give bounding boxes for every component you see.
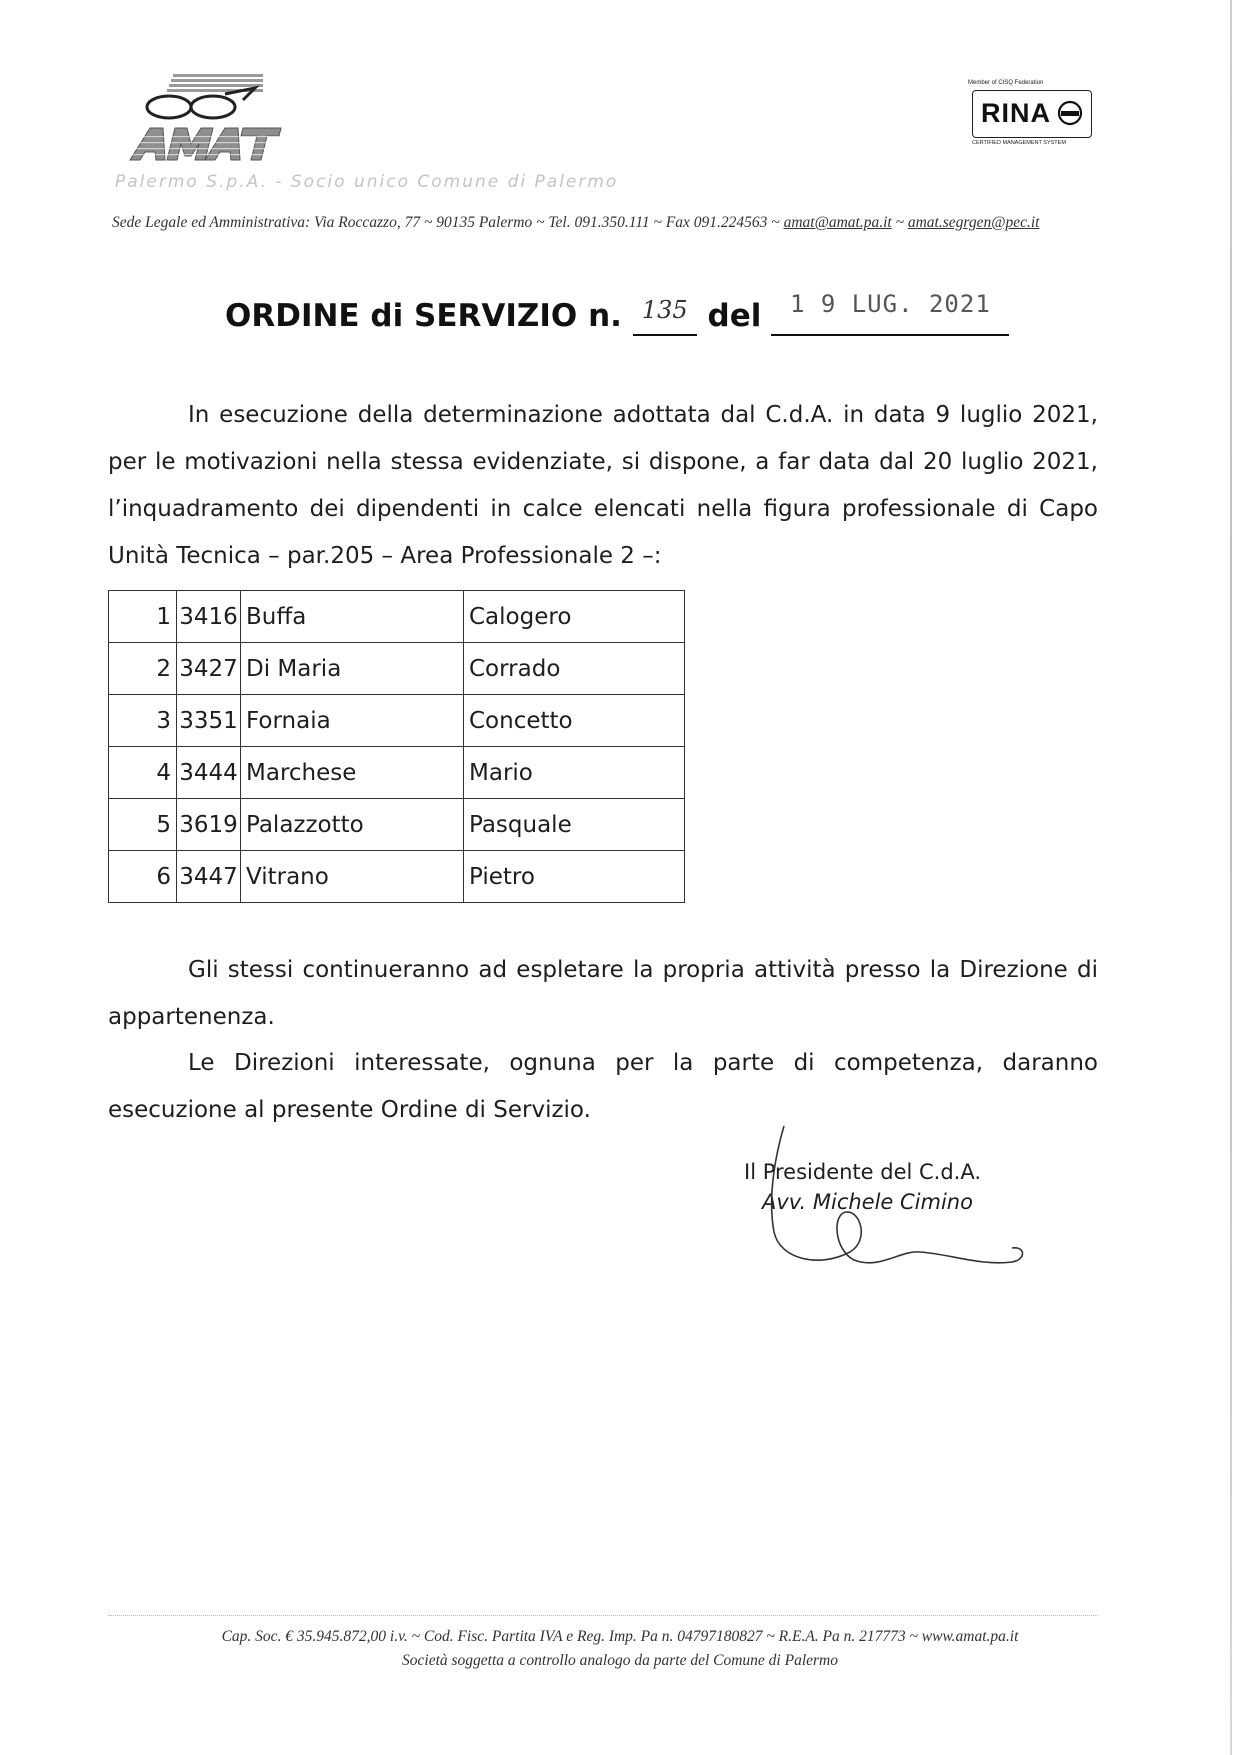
- employee-surname: Di Maria: [241, 643, 464, 695]
- table-row: [109, 695, 685, 747]
- employee-surname: Vitrano: [241, 851, 464, 903]
- intro-paragraph: In esecuzione della determinazione adottata dal C.d.A. in data 9 luglio 2021, per le motivazioni nella stessa evidenziate, si dispone, a far data dal 20 luglio 2021, l’inquadramento dei dipendenti in calce elencati nella figura professionale di Capo Unità Tecnica – par.205 – Area Professionale 2 –:: [108, 402, 1098, 569]
- employee-id: 3444: [177, 747, 241, 799]
- cert-bottom-text: CERTIFIED MANAGEMENT SYSTEM: [972, 140, 1066, 146]
- employee-surname: Palazzotto: [241, 799, 464, 851]
- cert-logo-text: RINA: [981, 98, 1051, 128]
- execution-paragraph: Le Direzioni interessate, ognuna per la parte di competenza, daranno esecuzione al presente Ordine di Servizio.: [108, 1050, 1098, 1123]
- employee-id: 3619: [177, 799, 241, 851]
- order-number-field: [633, 298, 697, 336]
- employee-name: Pietro: [464, 851, 685, 903]
- table-row: [109, 799, 685, 851]
- company-address: [112, 214, 1112, 232]
- employee-id: 3427: [177, 643, 241, 695]
- footer-control-note: Società soggetta a controllo analogo da parte del Comune di Palermo: [402, 1652, 838, 1669]
- pec-email-link[interactable]: amat.segrgen@pec.it: [907, 214, 1040, 231]
- scan-edge: [1230, 0, 1232, 1755]
- continuation-paragraph: Gli stessi continueranno ad espletare la propria attività presso la Direzione di appartenenza.: [108, 957, 1098, 1030]
- row-number: 3: [109, 695, 177, 747]
- employee-id: 3351: [177, 695, 241, 747]
- row-number: 4: [109, 747, 177, 799]
- employee-id: 3416: [177, 591, 241, 643]
- amat-logo: [125, 72, 295, 180]
- signatory-name: Avv. Michele Cimino: [762, 1190, 973, 1214]
- certification-mark: [968, 80, 1096, 154]
- handwritten-signature: [750, 1120, 1070, 1280]
- table-row: [109, 643, 685, 695]
- order-number: 135: [641, 296, 688, 324]
- row-number: 2: [109, 643, 177, 695]
- employee-name: Corrado: [464, 643, 685, 695]
- row-number: 6: [109, 851, 177, 903]
- row-number: 1: [109, 591, 177, 643]
- employee-surname: Marchese: [241, 747, 464, 799]
- table-row: [109, 591, 685, 643]
- employee-table: [108, 590, 685, 903]
- footer-divider: [108, 1615, 1098, 1616]
- title-del: del: [707, 298, 762, 334]
- employee-name: Concetto: [464, 695, 685, 747]
- company-subtitle: Palermo S.p.A. - Socio unico Comune di Palermo: [115, 172, 619, 192]
- employee-surname: Buffa: [241, 591, 464, 643]
- employee-name: Pasquale: [464, 799, 685, 851]
- table-row: [109, 747, 685, 799]
- order-date: 1 9 LUG. 2021: [789, 290, 991, 318]
- table-row: [109, 851, 685, 903]
- document-title: [225, 290, 1009, 336]
- title-prefix: ORDINE di SERVIZIO n.: [225, 298, 622, 334]
- employee-name: Mario: [464, 747, 685, 799]
- employee-name: Calogero: [464, 591, 685, 643]
- cert-globe-icon: [1057, 100, 1083, 126]
- address-separator: ~: [891, 214, 908, 231]
- row-number: 5: [109, 799, 177, 851]
- cert-top-text: Member of CISQ Federation: [968, 80, 1044, 86]
- cert-box: [972, 90, 1092, 138]
- employee-surname: Fornaia: [241, 695, 464, 747]
- order-date-field: [771, 290, 1009, 336]
- address-text: Sede Legale ed Amministrativa: Via Roccazzo, 77 ~ 90135 Palermo ~ Tel. 091.350.111 ~ Fax 091.224563 ~: [112, 214, 784, 231]
- signatory-role: Il Presidente del C.d.A.: [744, 1160, 982, 1184]
- email-link[interactable]: amat@amat.pa.it: [783, 214, 892, 231]
- employee-id: 3447: [177, 851, 241, 903]
- footer-legal-info: Cap. Soc. € 35.945.872,00 i.v. ~ Cod. Fisc. Partita IVA e Reg. Imp. Pa n. 04797180827 ~ R.E.A. Pa n. 217773 ~ www.amat.pa.it: [221, 1628, 1019, 1645]
